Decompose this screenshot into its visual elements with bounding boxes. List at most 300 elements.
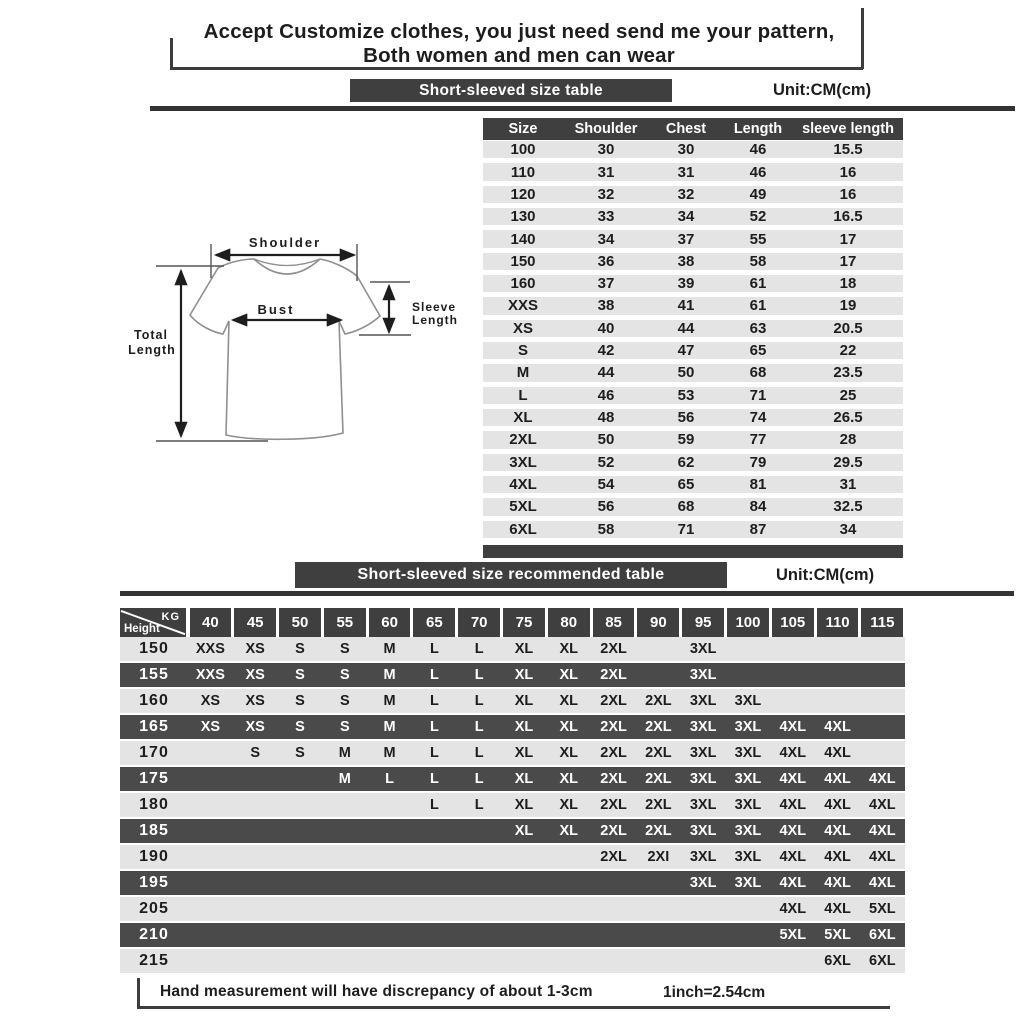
recommend-size-cell: 4XL xyxy=(779,771,807,787)
recommend-size-cell: S xyxy=(295,745,305,761)
size-table-cell: 36 xyxy=(597,252,615,270)
footer-note: Hand measurement will have discrepancy of about 1-3cm xyxy=(160,983,593,1000)
recommend-size-cell: L xyxy=(429,719,439,735)
size-table-cell: 34 xyxy=(597,230,615,248)
size-table-cell: 47 xyxy=(677,342,695,360)
recommend-size-cell: 2XL xyxy=(645,745,672,761)
recommend-size-cell: 4XL xyxy=(779,719,807,735)
footer-bracket-bottom xyxy=(137,1006,890,1009)
size-table-row xyxy=(483,431,903,448)
recommend-size-cell: 5XL xyxy=(869,901,896,917)
recommend-size-cell: 2XL xyxy=(645,797,672,813)
recommend-size-cell: 4XL xyxy=(869,771,896,787)
recommend-size-cell: 4XL xyxy=(824,719,851,735)
height-label-cell: 185 xyxy=(139,822,169,839)
size-table-cell: 20.5 xyxy=(833,319,863,337)
recommend-corner-cell xyxy=(120,608,186,637)
height-label-cell: 170 xyxy=(139,744,169,761)
size-table-cell: 71 xyxy=(749,386,767,404)
size-table-cell: 71 xyxy=(677,520,695,538)
size-table-cell: 61 xyxy=(749,275,767,293)
recommend-size-cell: 4XL xyxy=(824,901,851,917)
size-table-cell: 54 xyxy=(597,476,615,494)
recommend-size-cell: 4XL xyxy=(779,875,807,891)
recommend-size-cell: 3XL xyxy=(734,693,762,709)
size-table-cell: 25 xyxy=(839,386,857,404)
size-table-row xyxy=(483,208,903,225)
size-table-cell: 87 xyxy=(749,520,767,538)
size-table-row xyxy=(483,387,903,404)
size-table-cell: 32 xyxy=(677,185,695,203)
recommend-weight-cell: 50 xyxy=(279,608,321,637)
size-table-cell: 65 xyxy=(749,342,767,360)
size-table-cell: 44 xyxy=(597,364,615,382)
size-table-cell: 77 xyxy=(749,431,767,449)
footer-conversion: 1inch=2.54cm xyxy=(663,984,766,1001)
size-table-cell: 5XL xyxy=(509,498,537,516)
size-table-cell: 30 xyxy=(677,141,695,159)
height-label-cell: 215 xyxy=(139,952,169,969)
bust-label: Bust xyxy=(257,302,295,317)
recommend-weight-cell: 95 xyxy=(682,608,724,637)
recommend-size-cell: 3XL xyxy=(734,745,762,761)
size-table-header-cell: Length xyxy=(733,121,783,137)
height-label-cell: 160 xyxy=(139,692,169,709)
recommend-size-cell: 2XL xyxy=(600,797,627,813)
size-table-banner: Short-sleeved size table xyxy=(350,79,672,102)
recommend-size-cell: L xyxy=(474,719,484,735)
recommend-size-cell: 3XL xyxy=(734,875,762,891)
recommend-size-cell: 3XL xyxy=(734,797,762,813)
recommend-size-cell: 3XL xyxy=(689,641,717,657)
recommend-size-cell: XL xyxy=(559,667,579,683)
recommend-size-cell: L xyxy=(429,693,439,709)
corner-kg-label: KG xyxy=(161,611,180,623)
recommend-size-cell: 2XL xyxy=(600,823,627,839)
recommend-size-cell: M xyxy=(383,719,396,735)
height-label-cell: 205 xyxy=(139,900,169,917)
recommend-size-cell: 4XL xyxy=(824,745,851,761)
recommend-weight-cell: 70 xyxy=(458,608,500,637)
recommend-size-cell: 4XL xyxy=(869,823,896,839)
recommend-weight-cell: 115 xyxy=(861,608,903,637)
size-table-cell: M xyxy=(516,364,530,382)
height-label-cell: 180 xyxy=(139,796,169,813)
size-table-cell: 34 xyxy=(839,520,857,538)
size-table-cell: 46 xyxy=(597,386,615,404)
recommend-size-cell: XXS xyxy=(195,641,225,657)
size-table-cell: 55 xyxy=(749,230,767,248)
recommend-size-cell: L xyxy=(474,771,484,787)
recommend-size-cell: 3XL xyxy=(689,875,717,891)
recommend-size-cell: 5XL xyxy=(779,927,807,943)
recommend-size-cell: XL xyxy=(514,719,534,735)
recommend-size-cell: 4XL xyxy=(824,875,851,891)
height-label-cell: 175 xyxy=(139,770,169,787)
size-table-cell: 6XL xyxy=(509,520,537,538)
size-table-cell: 26.5 xyxy=(833,409,863,427)
size-table-cell: 29.5 xyxy=(833,453,863,471)
size-table-cell: 2XL xyxy=(509,431,537,449)
recommend-size-cell: XS xyxy=(245,719,265,735)
height-label-cell: 150 xyxy=(139,640,169,657)
size-table-cell: 42 xyxy=(597,342,615,360)
recommend-size-cell: S xyxy=(295,693,305,709)
header-bracket-right xyxy=(861,8,864,69)
size-table-cell: XL xyxy=(513,409,533,427)
recommend-size-cell: S xyxy=(339,667,350,683)
size-table-cell: 79 xyxy=(749,453,767,471)
recommend-row xyxy=(120,793,905,817)
size-table-row xyxy=(483,364,903,381)
size-table-cell: 140 xyxy=(510,230,536,248)
size-table-cell: 62 xyxy=(677,453,695,471)
recommend-size-cell: 3XL xyxy=(689,797,717,813)
divider-line-2 xyxy=(120,591,1014,596)
recommend-size-cell: XS xyxy=(200,719,221,735)
recommend-size-cell: XL xyxy=(559,771,579,787)
recommend-size-cell: 4XL xyxy=(869,875,896,891)
size-table-cell: 58 xyxy=(597,520,615,538)
size-table-cell: 74 xyxy=(749,409,767,427)
recommend-banner: Short-sleeved size recommended table xyxy=(295,562,727,588)
size-table-cell: 33 xyxy=(597,208,615,226)
recommend-size-cell: L xyxy=(474,641,484,657)
size-table-row xyxy=(483,297,903,314)
recommend-header-row xyxy=(120,608,905,637)
size-table xyxy=(483,118,903,543)
size-table-cell: 50 xyxy=(677,364,695,382)
recommend-row xyxy=(120,871,905,895)
recommend-weight-cell: 65 xyxy=(413,608,455,637)
size-table-cell: 120 xyxy=(510,185,536,203)
recommend-size-cell: 4XL xyxy=(824,797,851,813)
recommend-size-cell: XS xyxy=(245,693,265,709)
size-table-row xyxy=(483,342,903,359)
recommend-size-cell: XL xyxy=(559,745,579,761)
header-note xyxy=(172,20,866,68)
size-table-row xyxy=(483,498,903,515)
size-table-cell: 15.5 xyxy=(833,141,863,159)
size-table-cell: 56 xyxy=(597,498,615,516)
size-table-row xyxy=(483,320,903,337)
recommend-size-cell: 2XL xyxy=(600,849,627,865)
size-table-cell: 17 xyxy=(839,252,857,270)
size-table-cell: 52 xyxy=(749,208,767,226)
size-table-cell: 160 xyxy=(510,275,536,293)
size-table-cell: 58 xyxy=(749,252,767,270)
size-table-cell: 16 xyxy=(839,185,857,203)
recommend-weight-cell: 110 xyxy=(817,608,859,637)
recommend-row xyxy=(120,923,905,947)
recommend-size-cell: 2XL xyxy=(600,719,627,735)
header-line-2: Both women and men can wear xyxy=(363,44,675,67)
recommend-size-cell: S xyxy=(339,719,350,735)
size-table-cell: 84 xyxy=(749,498,767,516)
size-table-rows xyxy=(483,141,903,538)
recommend-size-cell: 3XL xyxy=(689,719,717,735)
size-table-header xyxy=(483,118,903,140)
recommend-size-cell: 3XL xyxy=(689,667,717,683)
recommend-size-cell: 2XL xyxy=(645,823,672,839)
recommend-size-cell: 2XL xyxy=(600,641,627,657)
size-table-cell: 30 xyxy=(597,141,615,159)
size-table-cell: 41 xyxy=(677,297,695,315)
size-table-cell: 52 xyxy=(597,453,615,471)
size-table-cell: 31 xyxy=(597,163,615,181)
total-length-label-2: Length xyxy=(128,343,176,357)
recommend-rows xyxy=(120,637,905,973)
recommend-size-cell: 6XL xyxy=(869,927,896,943)
tshirt-diagram xyxy=(118,222,463,472)
recommend-size-cell: 4XL xyxy=(779,797,807,813)
recommend-size-cell: 4XL xyxy=(824,823,851,839)
tshirt-collar xyxy=(254,259,320,266)
recommend-size-cell: 2XL xyxy=(645,719,672,735)
size-table-cell: 130 xyxy=(510,208,536,226)
recommend-size-cell: 6XL xyxy=(824,953,851,969)
size-table-bottom-bar xyxy=(483,545,903,558)
recommend-size-cell: 4XL xyxy=(869,797,896,813)
recommend-size-cell: L xyxy=(429,667,439,683)
recommend-row xyxy=(120,689,905,713)
footer-bracket-left xyxy=(137,978,140,1008)
size-table-cell: 100 xyxy=(510,141,536,159)
size-table-row xyxy=(483,275,903,292)
size-table-cell: 37 xyxy=(677,230,695,248)
size-table-cell: 4XL xyxy=(509,476,537,494)
size-table-cell: 38 xyxy=(597,297,615,315)
recommend-size-cell: L xyxy=(474,667,484,683)
size-table-cell: 3XL xyxy=(509,453,537,471)
recommend-size-cell: XL xyxy=(559,641,579,657)
total-length-label-1: Total xyxy=(134,328,168,342)
recommend-size-cell: 4XL xyxy=(824,849,851,865)
size-table-row xyxy=(483,476,903,493)
size-table-cell: 46 xyxy=(749,141,767,159)
recommend-size-cell: XS xyxy=(245,667,265,683)
size-table-row xyxy=(483,409,903,426)
recommend-size-cell: XL xyxy=(514,641,534,657)
recommend-size-cell: 4XL xyxy=(779,849,807,865)
size-table-cell: 16.5 xyxy=(833,208,863,226)
size-table-header-cell: Shoulder xyxy=(574,121,638,137)
size-table-cell: 63 xyxy=(749,319,767,337)
sleeve-length-label-2: Length xyxy=(412,313,458,327)
size-table-cell: 46 xyxy=(749,163,767,181)
recommend-size-cell: XS xyxy=(200,693,221,709)
size-table-cell: 18 xyxy=(839,275,857,293)
height-label-cell: 190 xyxy=(139,848,169,865)
recommend-size-cell: 3XL xyxy=(689,849,717,865)
recommend-size-cell: L xyxy=(429,745,439,761)
recommend-size-cell: XL xyxy=(514,771,534,787)
size-table-cell: 34 xyxy=(677,208,695,226)
size-table-cell: 110 xyxy=(510,163,536,181)
recommend-size-cell: 4XL xyxy=(779,901,807,917)
size-table-cell: 61 xyxy=(749,297,767,315)
recommend-size-cell: 2XL xyxy=(645,771,672,787)
recommend-size-cell: L xyxy=(474,797,484,813)
recommend-size-cell: 4XL xyxy=(779,823,807,839)
recommend-size-cell: L xyxy=(385,771,395,787)
recommend-row xyxy=(120,741,905,765)
recommend-size-cell: 3XL xyxy=(734,823,762,839)
size-table-cell: 22 xyxy=(839,342,857,360)
recommend-size-cell: 2XL xyxy=(645,693,672,709)
recommend-size-cell: 5XL xyxy=(824,927,851,943)
size-table-cell: 38 xyxy=(677,252,695,270)
height-label-cell: 195 xyxy=(139,874,169,891)
recommend-size-cell: 3XL xyxy=(734,849,762,865)
recommend-size-cell: 4XL xyxy=(824,771,851,787)
recommend-weight-cell: 75 xyxy=(503,608,545,637)
recommend-size-cell: 2XL xyxy=(600,771,627,787)
recommend-size-cell: M xyxy=(338,771,351,787)
recommend-size-cell: M xyxy=(383,667,396,683)
recommend-weight-cell: 80 xyxy=(548,608,590,637)
size-table-cell: 44 xyxy=(677,319,695,337)
recommend-size-cell: L xyxy=(429,797,439,813)
recommend-size-cell: S xyxy=(295,719,305,735)
recommend-size-cell: 4XL xyxy=(779,745,807,761)
recommend-unit: Unit:CM(cm) xyxy=(776,565,875,584)
recommend-size-cell: XL xyxy=(514,693,534,709)
size-table-cell: 23.5 xyxy=(833,364,863,382)
size-table-cell: 56 xyxy=(677,409,695,427)
size-table-cell: 16 xyxy=(839,163,857,181)
size-table-cell: 81 xyxy=(749,476,767,494)
recommend-size-cell: XL xyxy=(559,719,579,735)
recommend-size-cell: 2XL xyxy=(600,693,627,709)
recommend-size-cell: L xyxy=(429,641,439,657)
size-table-cell: 50 xyxy=(597,431,615,449)
size-table-row xyxy=(483,141,903,158)
size-table-cell: 17 xyxy=(839,230,857,248)
recommend-row xyxy=(120,897,905,921)
recommend-table xyxy=(120,608,905,975)
recommend-size-cell: XS xyxy=(245,641,265,657)
recommend-size-cell: L xyxy=(474,693,484,709)
recommend-weight-cell: 40 xyxy=(190,608,232,637)
height-label-cell: 165 xyxy=(139,718,169,735)
recommend-size-cell: 3XL xyxy=(689,745,717,761)
header-bracket-bottom xyxy=(170,67,863,70)
recommend-size-cell: 2XL xyxy=(600,745,627,761)
size-table-cell: L xyxy=(518,386,528,404)
recommend-size-cell: 6XL xyxy=(869,953,896,969)
header-line-1: Accept Customize clothes, you just need send me your pattern, xyxy=(203,20,835,43)
recommend-row xyxy=(120,819,905,843)
recommend-size-cell: S xyxy=(339,693,350,709)
recommend-size-cell: XL xyxy=(514,745,534,761)
size-table-row xyxy=(483,230,903,247)
recommend-size-cell: 3XL xyxy=(689,771,717,787)
size-table-cell: 68 xyxy=(749,364,767,382)
size-table-cell: 37 xyxy=(597,275,615,293)
size-table-header-cell: Size xyxy=(508,121,538,137)
recommend-row xyxy=(120,949,905,973)
recommend-weight-cell: 90 xyxy=(637,608,679,637)
recommend-row xyxy=(120,637,905,661)
size-table-row xyxy=(483,186,903,203)
recommend-size-cell: XL xyxy=(559,797,579,813)
recommend-size-cell: 2XI xyxy=(647,849,670,865)
divider-line-1 xyxy=(150,106,1015,111)
size-table-row xyxy=(483,253,903,270)
size-table-row xyxy=(483,163,903,180)
recommend-size-cell: 2XL xyxy=(600,667,627,683)
size-table-cell: 53 xyxy=(677,386,695,404)
corner-height-label: Height xyxy=(124,623,160,635)
recommend-weight-cell: 85 xyxy=(593,608,635,637)
recommend-size-cell: 4XL xyxy=(869,849,896,865)
recommend-row xyxy=(120,767,905,791)
size-table-cell: 19 xyxy=(839,297,857,315)
size-table-unit: Unit:CM(cm) xyxy=(773,81,872,99)
shoulder-label: Shoulder xyxy=(248,235,322,250)
size-table-cell: S xyxy=(517,342,528,360)
size-table-cell: 31 xyxy=(677,163,695,181)
recommend-row xyxy=(120,663,905,687)
size-table-cell: XXS xyxy=(507,297,538,315)
recommend-size-cell: S xyxy=(295,641,305,657)
recommend-weight-cell: 45 xyxy=(234,608,276,637)
recommend-size-cell: XL xyxy=(559,693,579,709)
size-table-cell: 32.5 xyxy=(833,498,863,516)
recommend-size-cell: 3XL xyxy=(689,693,717,709)
size-table-cell: 40 xyxy=(597,319,615,337)
size-table-row xyxy=(483,454,903,471)
recommend-size-cell: S xyxy=(295,667,305,683)
recommend-size-cell: M xyxy=(338,745,351,761)
recommend-size-cell: L xyxy=(429,771,439,787)
size-table-header-cell: Chest xyxy=(665,121,707,137)
recommend-size-cell: XL xyxy=(559,823,579,839)
size-table-cell: 48 xyxy=(597,409,615,427)
height-label-cell: 155 xyxy=(139,666,169,683)
recommend-size-cell: M xyxy=(383,641,396,657)
recommend-weight-cell: 55 xyxy=(324,608,366,637)
recommend-size-cell: M xyxy=(383,745,396,761)
size-table-cell: XS xyxy=(512,319,533,337)
size-table-cell: 150 xyxy=(510,252,536,270)
size-table-header-cell: sleeve length xyxy=(802,121,894,137)
recommend-row xyxy=(120,715,905,739)
recommend-size-cell: 3XL xyxy=(734,771,762,787)
size-table-cell: 65 xyxy=(677,476,695,494)
size-table-cell: 68 xyxy=(677,498,695,516)
size-table-cell: 28 xyxy=(839,431,857,449)
size-table-cell: 59 xyxy=(677,431,695,449)
recommend-weight-cell: 100 xyxy=(727,608,769,637)
recommend-size-cell: S xyxy=(250,745,261,761)
recommend-size-cell: XL xyxy=(514,823,534,839)
recommend-size-cell: XL xyxy=(514,797,534,813)
recommend-size-cell: L xyxy=(474,745,484,761)
recommend-weight-cell: 105 xyxy=(772,608,814,637)
recommend-weight-cell: 60 xyxy=(369,608,411,637)
sleeve-length-label-1: Sleeve xyxy=(412,300,457,314)
recommend-size-cell: M xyxy=(383,693,396,709)
recommend-size-cell: S xyxy=(339,641,350,657)
size-table-cell: 49 xyxy=(749,185,767,203)
size-table-row xyxy=(483,521,903,538)
header-bracket-left xyxy=(170,38,173,69)
size-table-cell: 39 xyxy=(677,275,695,293)
recommend-size-cell: XL xyxy=(514,667,534,683)
recommend-size-cell: 3XL xyxy=(734,719,762,735)
